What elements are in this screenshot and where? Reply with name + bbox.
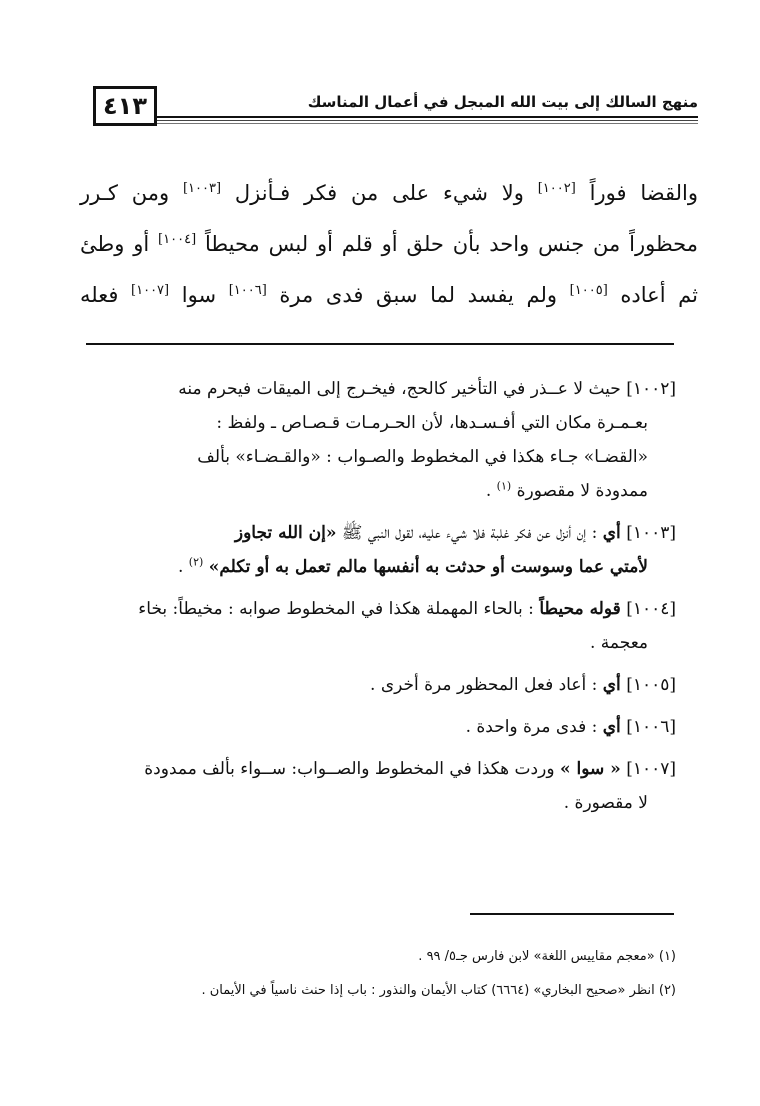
note-ref-1003: [١٠٠٣] <box>182 181 222 196</box>
note-number: [١٠٠٤] <box>626 599 676 619</box>
header-rule <box>157 123 698 124</box>
note-1003: [١٠٠٣] أي : إن أنزل عن فكر غلبة فلا شيء عليه، لقول النبي ﷺ «إن الله تجاوز لأمتي عما وسوست أو حدثت به أنفسها مالم تعمل به أو تكلم» $^{(٢)}$ . <box>177 523 676 577</box>
note-ref-1002: [١٠٠٢] <box>537 181 576 196</box>
header-rule <box>157 116 698 118</box>
note-ref-1006: [١٠٠٦] <box>228 283 267 298</box>
note-number: [١٠٠٢] <box>626 379 676 399</box>
note-number: [١٠٠٧] <box>626 759 676 779</box>
page-number-box: ٤١٣ <box>93 86 157 126</box>
note-number: [١٠٠٣] <box>626 523 676 543</box>
note-number: [١٠٠٦] <box>626 717 676 737</box>
header-rule <box>157 120 698 121</box>
note-number: [١٠٠٥] <box>626 675 676 695</box>
note-ref-1007: [١٠٠٧] <box>131 283 170 298</box>
note-1006: [١٠٠٦] أي : فدى مرة واحدة . <box>465 717 676 737</box>
footnote-1: (١) «معجم مقاييس اللغة» لابن فارس جـ٥/ ٩٩ . <box>418 949 676 964</box>
main-text-divider <box>86 343 674 345</box>
note-1007: [١٠٠٧] « سوا » وردت هكذا في المخطوط والصــواب: ســواء بألف ممدودة لا مقصورة . <box>144 759 676 813</box>
note-1004: [١٠٠٤] قوله محيطاً : بالحاء المهملة هكذا في المخطوط صوابه : مخيطاً: بخاء معجمة . <box>138 599 676 653</box>
note-ref-1004: [١٠٠٤] <box>158 232 197 247</box>
footnote-marker: (١) <box>496 479 512 493</box>
footnote-divider <box>470 913 674 915</box>
commentary-block <box>80 372 676 828</box>
footnote-marker: (٢) <box>188 555 204 569</box>
footnote-2: (٢) انظر «صحيح البخاري» (٦٦٦٤) كتاب الأيمان والنذور : باب إذا حنث ناسياً في الأيمان . <box>201 983 676 998</box>
note-ref-1005: [١٠٠٥] <box>569 283 608 298</box>
running-header-title: منهج السالك إلى بيت الله المبجل في أعمال المناسك <box>307 93 698 111</box>
main-line-1: والقضا فوراً [١٠٠٢] ولا شيء على من فكر فـأنزل [١٠٠٣] ومن كـرر <box>80 181 698 205</box>
main-text-block <box>80 168 698 321</box>
note-1002: [١٠٠٢] حيث لا عــذر في التأخير كالحج، فيخـرج إلى الميقات فيحرم منه بعـمـرة مكان التي أفـسـدها، لأن الحـرمـات قـصـاص ـ ولفظ : «القضـا» جـاء هكذا في المخطوط والصـواب : «والقـضـاء» بألف ممدودة لا مقصورة $^{(١)}$ . <box>178 379 676 501</box>
note-1005: [١٠٠٥] أي : أعاد فعل المحظور مرة أخرى . <box>370 675 676 695</box>
footnotes-block <box>80 940 676 1008</box>
main-line-3: ثم أعاده [١٠٠٥] ولم يفسد لما سبق فدى مرة [١٠٠٦] سوا [١٠٠٧] فعله <box>80 283 698 307</box>
main-line-2: محظوراً من جنس واحد بأن حلق أو قلم أو لبس محيطاً [١٠٠٤] أو وطئ <box>80 232 698 256</box>
